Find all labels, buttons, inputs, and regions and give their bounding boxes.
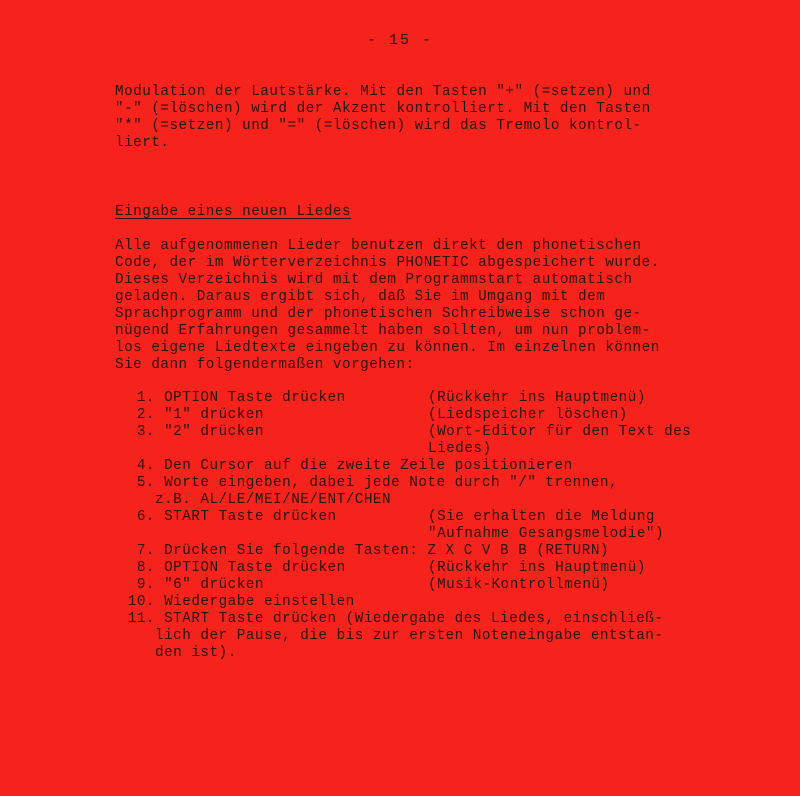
body-line: nügend Erfahrungen gesammelt haben sollten, um nun problem- (115, 323, 651, 339)
intro-line: Modulation der Lautstärke. Mit den Tasten "+" (=setzen) und (115, 84, 651, 100)
body-line: geladen. Daraus ergibt sich, daß Sie im Umgang mit dem (115, 289, 606, 305)
body-line: Alle aufgenommenen Lieder benutzen direkt den phonetischen (115, 238, 642, 254)
step-note: (Rückkehr ins Hauptmenü) (428, 390, 646, 406)
list-item: 6. START Taste drücken (136, 509, 337, 525)
list-item: 10. Wiedergabe einstellen (127, 594, 355, 610)
intro-line: "-" (=löschen) wird der Akzent kontrolliert. Mit den Tasten (115, 101, 651, 117)
step-note-cont: Liedes) (428, 441, 492, 457)
list-item: 7. Drücken Sie folgende Tasten: Z X C V B B (RETURN) (136, 543, 609, 559)
body-line: Sie dann folgendermaßen vorgehen: (115, 357, 415, 373)
list-item: 8. OPTION Taste drücken (136, 560, 346, 576)
step-note-cont: "Aufnahme Gesangsmelodie") (428, 526, 665, 542)
page-number: - 15 - (366, 32, 433, 49)
list-item: 9. "6" drücken (136, 577, 264, 593)
step-note: (Rückkehr ins Hauptmenü) (428, 560, 646, 576)
list-item-cont: lich der Pause, die bis zur ersten Noteneingabe entstan- (155, 628, 664, 644)
body-line: Dieses Verzeichnis wird mit dem Programmstart automatisch (115, 272, 633, 288)
step-note: (Liedspeicher löschen) (428, 407, 628, 423)
list-item: 5. Worte eingeben, dabei jede Note durch "/" trennen, (136, 475, 619, 491)
body-line: Code, der im Wörterverzeichnis PHONETIC abgespeichert wurde. (115, 255, 660, 271)
list-item: 4. Den Cursor auf die zweite Zeile positionieren (136, 458, 573, 474)
intro-line: "*" (=setzen) und "=" (=löschen) wird das Tremolo kontrol- (115, 118, 642, 134)
list-item: 11. START Taste drücken (Wiedergabe des Liedes, einschließ- (127, 611, 664, 627)
step-note: (Wort-Editor für den Text des (428, 424, 692, 440)
section-heading: Eingabe eines neuen Liedes (115, 204, 352, 220)
step-note: (Musik-Kontrollmenü) (428, 577, 610, 593)
body-line: Sprachprogramm und der phonetischen Schreibweise schon ge- (115, 306, 642, 322)
list-item: 1. OPTION Taste drücken (136, 390, 346, 406)
intro-line: liert. (115, 135, 170, 151)
list-item-cont: den ist). (155, 645, 237, 661)
list-item: 2. "1" drücken (136, 407, 264, 423)
list-item-cont: z.B. AL/LE/MEI/NE/ENT/CHEN (155, 492, 392, 508)
body-line: los eigene Liedtexte eingeben zu können. Im einzelnen können (115, 340, 660, 356)
list-item: 3. "2" drücken (136, 424, 264, 440)
step-note: (Sie erhalten die Meldung (428, 509, 655, 525)
